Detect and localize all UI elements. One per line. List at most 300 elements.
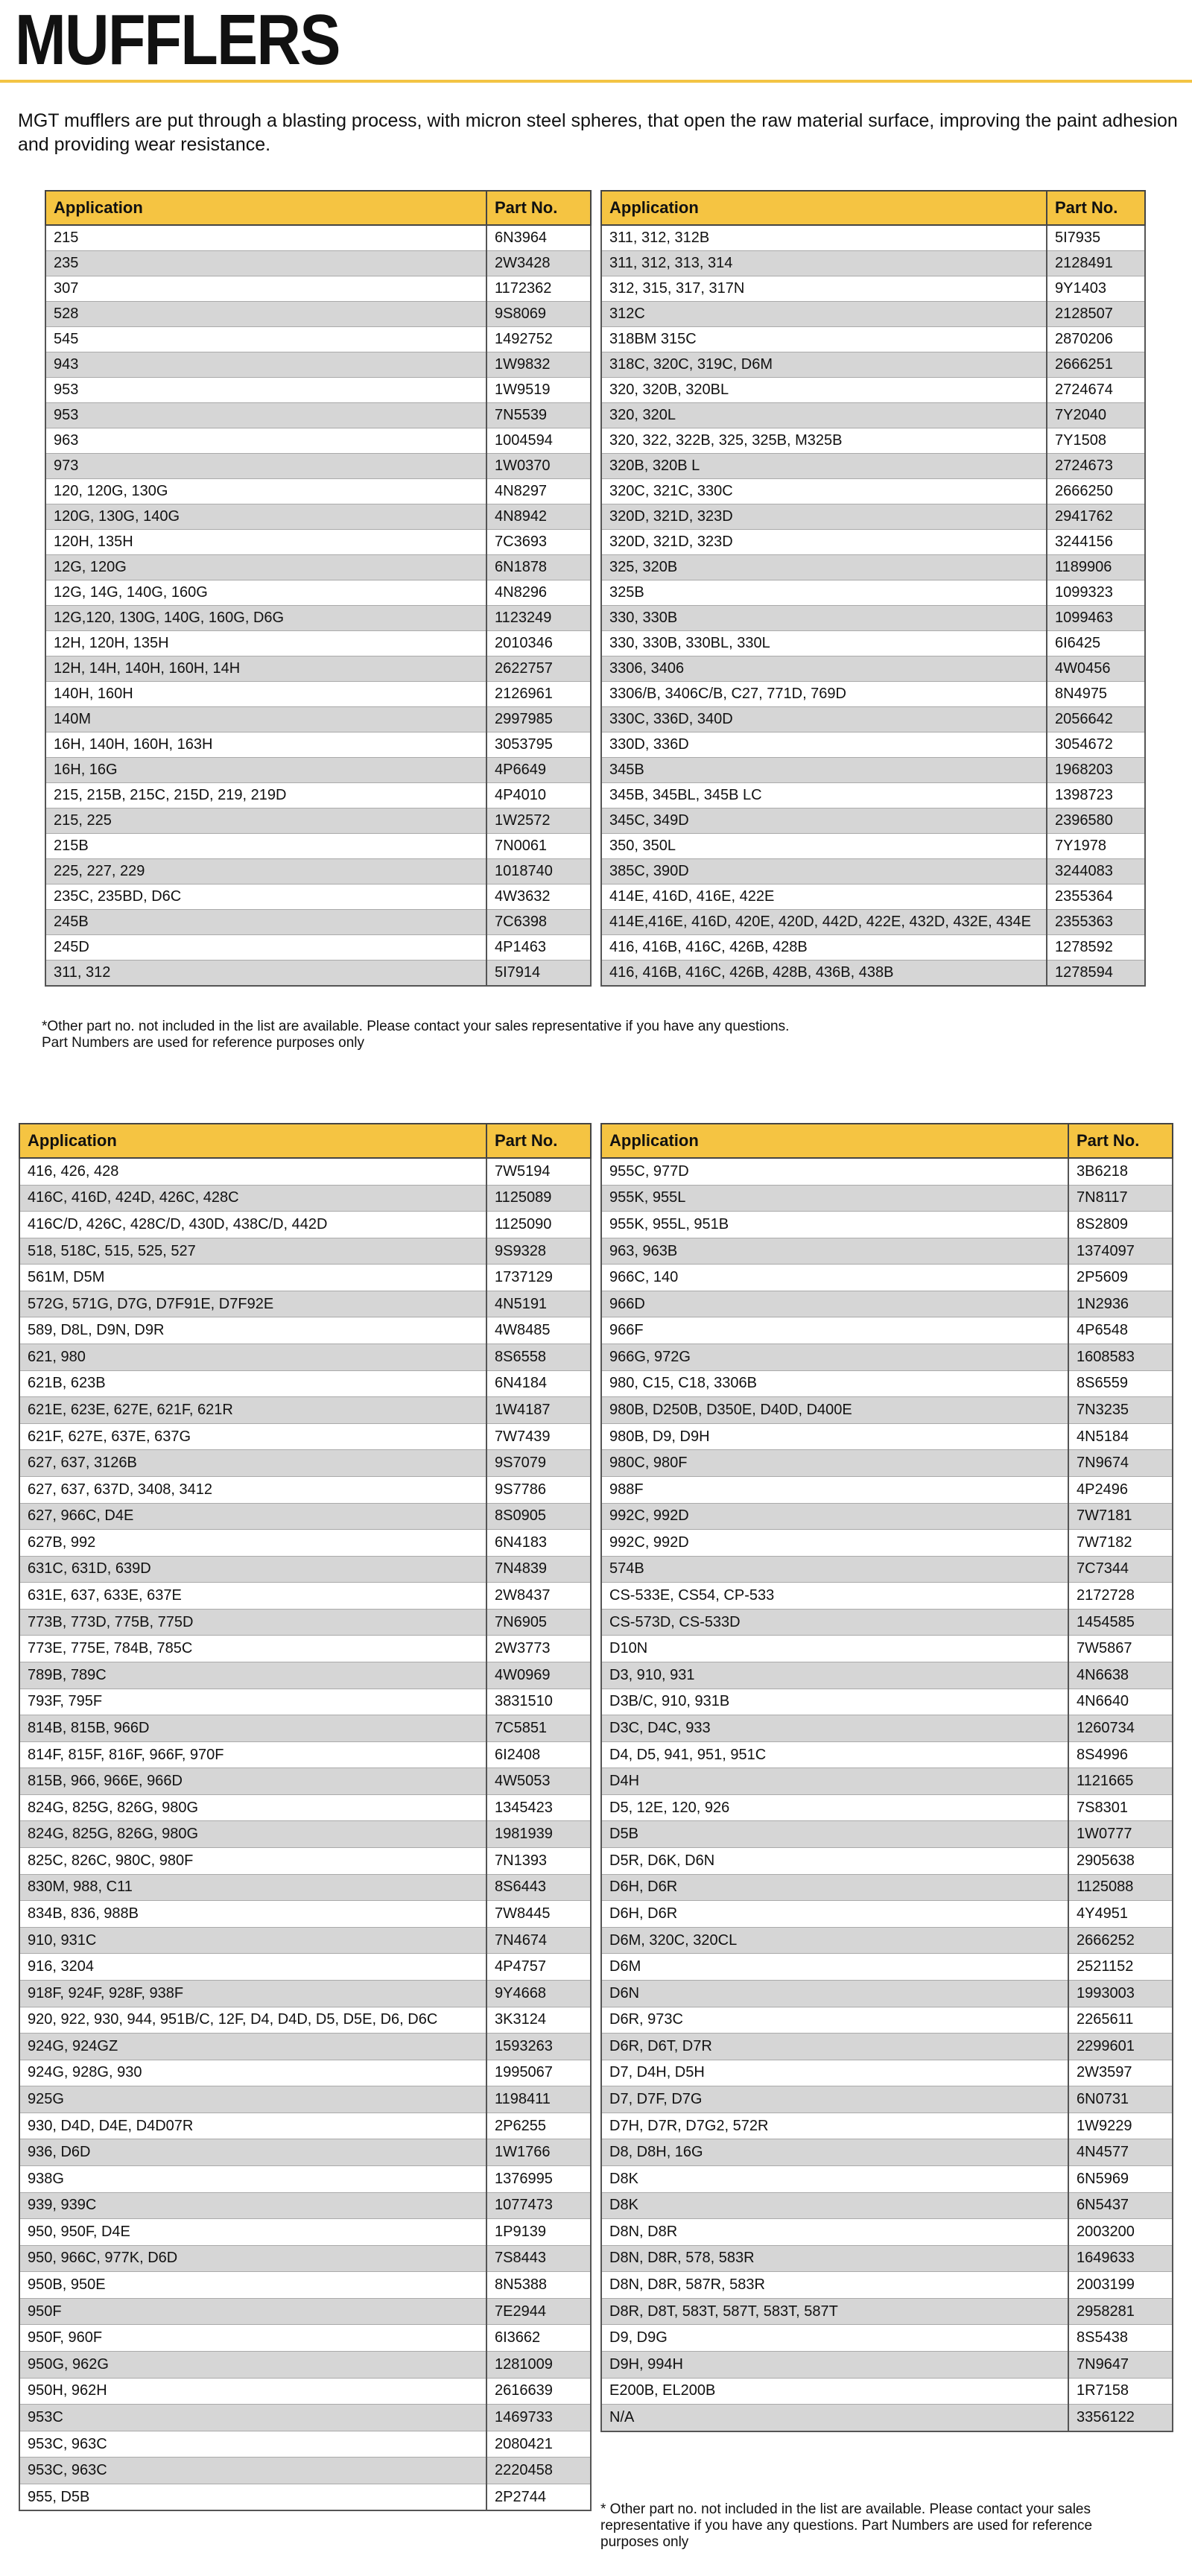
- table-row: [601, 2086, 1173, 2113]
- part-no-cell: 7N4839: [486, 1556, 591, 1583]
- application-cell: 120, 120G, 130G: [45, 479, 486, 504]
- application-cell: 627, 637, 3126B: [19, 1450, 486, 1477]
- part-no-cell: 7C6398: [486, 910, 591, 935]
- table-row: [19, 1397, 591, 1424]
- table-row: [601, 783, 1145, 808]
- table-row: [601, 2060, 1173, 2086]
- part-no-cell: 7W7439: [486, 1423, 591, 1450]
- table-row: [601, 479, 1145, 504]
- application-cell: 215, 225: [45, 808, 486, 834]
- part-no-cell: 4N5184: [1068, 1423, 1173, 1450]
- application-cell: 320D, 321D, 323D: [601, 504, 1047, 530]
- application-cell: 235C, 235BD, D6C: [45, 884, 486, 910]
- application-cell: 311, 312, 312B: [601, 225, 1047, 251]
- part-no-cell: 2666252: [1068, 1927, 1173, 1954]
- part-no-cell: 8N5388: [486, 2272, 591, 2299]
- part-no-cell: 8S2809: [1068, 1212, 1173, 1238]
- application-cell: 572G, 571G, D7G, D7F91E, D7F92E: [19, 1291, 486, 1317]
- part-no-cell: 8N4975: [1047, 682, 1145, 707]
- application-cell: D5R, D6K, D6N: [601, 1848, 1068, 1875]
- table-row: [19, 2405, 591, 2431]
- application-cell: 834B, 836, 988B: [19, 1901, 486, 1928]
- table-row: [45, 935, 591, 961]
- application-cell: 627, 637, 637D, 3408, 3412: [19, 1476, 486, 1503]
- application-cell: 325, 320B: [601, 555, 1047, 580]
- application-cell: 120H, 135H: [45, 530, 486, 555]
- table-row: [601, 225, 1145, 251]
- table-row: [19, 1476, 591, 1503]
- part-no-cell: 4N6638: [1068, 1662, 1173, 1689]
- table-row: [19, 1530, 591, 1557]
- table-row: [19, 2219, 591, 2246]
- application-cell: 950G, 962G: [19, 2352, 486, 2379]
- part-no-cell: 1W1766: [486, 2139, 591, 2166]
- table-row: [601, 758, 1145, 783]
- part-no-cell: 1995067: [486, 2060, 591, 2086]
- table-row: [601, 1185, 1173, 1212]
- table-row: [19, 1874, 591, 1901]
- application-cell: 12H, 14H, 140H, 160H, 14H: [45, 656, 486, 682]
- table-row: [19, 1503, 591, 1530]
- table-row: [601, 1741, 1173, 1768]
- table-row: [601, 2272, 1173, 2299]
- application-cell: 307: [45, 276, 486, 302]
- application-cell: 16H, 140H, 160H, 163H: [45, 732, 486, 758]
- table-row: [601, 403, 1145, 428]
- part-no-cell: 7N6905: [486, 1609, 591, 1636]
- table-row: [19, 1927, 591, 1954]
- application-cell: 950, 966C, 977K, D6D: [19, 2245, 486, 2272]
- part-no-cell: 3244156: [1047, 530, 1145, 555]
- table-row: [45, 327, 591, 352]
- part-no-cell: 1968203: [1047, 758, 1145, 783]
- table-row: [45, 758, 591, 783]
- part-no-cell: 7N8117: [1068, 1185, 1173, 1212]
- application-cell: D6N: [601, 1980, 1068, 2007]
- part-no-cell: 1172362: [486, 276, 591, 302]
- part-no-cell: 1260734: [1068, 1715, 1173, 1742]
- part-no-cell: 4N8296: [486, 580, 591, 606]
- part-no-header: Part No.: [486, 1124, 591, 1158]
- part-no-cell: 4N8297: [486, 479, 591, 504]
- part-no-cell: 2003200: [1068, 2219, 1173, 2246]
- application-cell: 936, D6D: [19, 2139, 486, 2166]
- application-cell: 920, 922, 930, 944, 951B/C, 12F, D4, D4D, D5, D5E, D6, D6C: [19, 2007, 486, 2034]
- application-cell: 992C, 992D: [601, 1503, 1068, 1530]
- table-row: [45, 580, 591, 606]
- application-cell: D7H, D7R, D7G2, 572R: [601, 2113, 1068, 2139]
- table-row: [601, 2165, 1173, 2192]
- part-no-cell: 2870206: [1047, 327, 1145, 352]
- part-no-cell: 7W7182: [1068, 1530, 1173, 1557]
- application-cell: 939, 939C: [19, 2192, 486, 2219]
- application-cell: 416C, 416D, 424D, 426C, 428C: [19, 1185, 486, 1212]
- application-cell: 528: [45, 302, 486, 327]
- part-no-cell: 1004594: [486, 428, 591, 454]
- page-title: MUFFLERS: [15, 0, 340, 80]
- application-cell: D8N, D8R: [601, 2219, 1068, 2246]
- table-row: [19, 1370, 591, 1397]
- part-no-cell: 2W3597: [1068, 2060, 1173, 2086]
- application-cell: CS-533E, CS54, CP-533: [601, 1583, 1068, 1610]
- table-row: [45, 783, 591, 808]
- part-no-cell: 1W0370: [486, 454, 591, 479]
- application-cell: D3, 910, 931: [601, 1662, 1068, 1689]
- table-row: [601, 1212, 1173, 1238]
- application-cell: CS-573D, CS-533D: [601, 1609, 1068, 1636]
- table-row: [601, 631, 1145, 656]
- application-cell: 416, 426, 428: [19, 1158, 486, 1185]
- table-row: [45, 555, 591, 580]
- part-no-cell: 2521152: [1068, 1954, 1173, 1981]
- application-cell: 318BM 315C: [601, 327, 1047, 352]
- table-row: [601, 1291, 1173, 1317]
- part-no-cell: 6N4183: [486, 1530, 591, 1557]
- table-row: [19, 1980, 591, 2007]
- part-no-cell: 2905638: [1068, 1848, 1173, 1875]
- table-row: [601, 1158, 1173, 1185]
- table-row: [45, 656, 591, 682]
- table-row: [19, 2325, 591, 2352]
- part-no-cell: 2W8437: [486, 1583, 591, 1610]
- application-cell: 814F, 815F, 816F, 966F, 970F: [19, 1741, 486, 1768]
- part-no-cell: 2W3773: [486, 1636, 591, 1662]
- application-cell: 12G, 14G, 140G, 160G: [45, 580, 486, 606]
- table-row: [601, 935, 1145, 961]
- table-row: [601, 1556, 1173, 1583]
- part-no-cell: 2P6255: [486, 2113, 591, 2139]
- table-row: [45, 808, 591, 834]
- application-cell: 330C, 336D, 340D: [601, 707, 1047, 732]
- part-no-cell: 1W2572: [486, 808, 591, 834]
- part-no-cell: 1099463: [1047, 606, 1145, 631]
- application-cell: D9H, 994H: [601, 2352, 1068, 2379]
- application-cell: 955C, 977D: [601, 1158, 1068, 1185]
- part-no-cell: 6N0731: [1068, 2086, 1173, 2113]
- parts-table-1: [45, 190, 592, 987]
- footnote-bottom: * Other part no. not included in the list are available. Please contact your sales representative if you have any questions. Part Numbers are used for reference purposes only: [600, 2501, 1093, 2550]
- part-no-cell: 2P2744: [486, 2484, 591, 2510]
- table-row: [45, 302, 591, 327]
- application-cell: 824G, 825G, 826G, 980G: [19, 1821, 486, 1848]
- application-cell: 953C: [19, 2405, 486, 2431]
- part-no-cell: 1469733: [486, 2405, 591, 2431]
- table-row: [601, 1423, 1173, 1450]
- table-row: [601, 378, 1145, 403]
- table-row: [19, 2165, 591, 2192]
- table-row: [601, 884, 1145, 910]
- part-no-cell: 7N9674: [1068, 1450, 1173, 1477]
- part-no-cell: 7N9647: [1068, 2352, 1173, 2379]
- application-cell: D6R, D6T, D7R: [601, 2034, 1068, 2060]
- application-cell: 789B, 789C: [19, 1662, 486, 1689]
- application-cell: 621E, 623E, 627E, 621F, 621R: [19, 1397, 486, 1424]
- table-row: [601, 910, 1145, 935]
- part-no-cell: 2997985: [486, 707, 591, 732]
- part-no-cell: 2P5609: [1068, 1265, 1173, 1291]
- part-no-cell: 2128507: [1047, 302, 1145, 327]
- table-row: [45, 378, 591, 403]
- application-cell: 966D: [601, 1291, 1068, 1317]
- application-cell: 12H, 120H, 135H: [45, 631, 486, 656]
- table-row: [19, 1768, 591, 1795]
- part-no-cell: 4P1463: [486, 935, 591, 961]
- application-cell: 773B, 773D, 775B, 775D: [19, 1609, 486, 1636]
- table-row: [19, 2139, 591, 2166]
- application-cell: D7, D4H, D5H: [601, 2060, 1068, 2086]
- application-cell: 924G, 924GZ: [19, 2034, 486, 2060]
- application-cell: 980, C15, C18, 3306B: [601, 1370, 1068, 1397]
- part-no-cell: 7Y2040: [1047, 403, 1145, 428]
- application-cell: 518, 518C, 515, 525, 527: [19, 1238, 486, 1265]
- part-no-cell: 4W8485: [486, 1317, 591, 1344]
- table-row: [601, 1265, 1173, 1291]
- application-cell: 215: [45, 225, 486, 251]
- table-row: [19, 1901, 591, 1928]
- part-no-cell: 6N4184: [486, 1370, 591, 1397]
- part-no-cell: 8S0905: [486, 1503, 591, 1530]
- part-no-cell: 6N1878: [486, 555, 591, 580]
- table-row: [601, 2219, 1173, 2246]
- application-cell: 815B, 966, 966E, 966D: [19, 1768, 486, 1795]
- part-no-cell: 7C3693: [486, 530, 591, 555]
- application-cell: 416, 416B, 416C, 426B, 428B: [601, 935, 1047, 961]
- application-cell: 12G, 120G: [45, 555, 486, 580]
- part-no-cell: 9Y1403: [1047, 276, 1145, 302]
- part-no-cell: 4N6640: [1068, 1689, 1173, 1715]
- application-cell: D8K: [601, 2192, 1068, 2219]
- part-no-cell: 5I7914: [486, 961, 591, 987]
- part-no-cell: 2172728: [1068, 1583, 1173, 1610]
- part-no-cell: 2666251: [1047, 352, 1145, 378]
- table-row: [19, 2192, 591, 2219]
- table-row: [601, 2139, 1173, 2166]
- part-no-cell: 7N4674: [486, 1927, 591, 1954]
- part-no-cell: 4N8942: [486, 504, 591, 530]
- application-cell: 814B, 815B, 966D: [19, 1715, 486, 1742]
- table-row: [19, 2060, 591, 2086]
- application-cell: 312C: [601, 302, 1047, 327]
- application-cell: D3C, D4C, 933: [601, 1715, 1068, 1742]
- application-cell: 245B: [45, 910, 486, 935]
- part-no-cell: 2724674: [1047, 378, 1145, 403]
- part-no-cell: 4N4577: [1068, 2139, 1173, 2166]
- application-cell: 140M: [45, 707, 486, 732]
- part-no-cell: 1189906: [1047, 555, 1145, 580]
- application-cell: 330, 330B: [601, 606, 1047, 631]
- part-no-header: Part No.: [1068, 1124, 1173, 1158]
- table-row: [19, 1423, 591, 1450]
- application-cell: 953C, 963C: [19, 2431, 486, 2458]
- table-row: [601, 1583, 1173, 1610]
- application-header: Application: [601, 191, 1047, 225]
- table-row: [601, 2378, 1173, 2405]
- application-cell: D3B/C, 910, 931B: [601, 1689, 1068, 1715]
- application-cell: 627, 966C, D4E: [19, 1503, 486, 1530]
- application-cell: 589, D8L, D9N, D9R: [19, 1317, 486, 1344]
- application-cell: 414E, 416D, 416E, 422E: [601, 884, 1047, 910]
- table-row: [601, 1370, 1173, 1397]
- part-no-cell: 1374097: [1068, 1238, 1173, 1265]
- application-cell: 910, 931C: [19, 1927, 486, 1954]
- application-cell: 980B, D9, D9H: [601, 1423, 1068, 1450]
- application-cell: D6M, 320C, 320CL: [601, 1927, 1068, 1954]
- table-row: [601, 2405, 1173, 2431]
- table-row: [19, 1238, 591, 1265]
- part-no-cell: 7Y1508: [1047, 428, 1145, 454]
- part-no-cell: 7E2944: [486, 2298, 591, 2325]
- part-no-cell: 1278592: [1047, 935, 1145, 961]
- table-row: [19, 1450, 591, 1477]
- part-no-cell: 7N3235: [1068, 1397, 1173, 1424]
- table-row: [601, 2352, 1173, 2379]
- application-cell: 311, 312, 313, 314: [601, 251, 1047, 276]
- application-cell: 953: [45, 378, 486, 403]
- table-row: [19, 2086, 591, 2113]
- application-cell: 345B: [601, 758, 1047, 783]
- part-no-cell: 2010346: [486, 631, 591, 656]
- application-cell: 830M, 988, C11: [19, 1874, 486, 1901]
- application-header: Application: [19, 1124, 486, 1158]
- part-no-cell: 4P2496: [1068, 1476, 1173, 1503]
- part-no-cell: 1345423: [486, 1794, 591, 1821]
- application-header: Application: [45, 191, 486, 225]
- table-row: [601, 454, 1145, 479]
- part-no-cell: 1P9139: [486, 2219, 591, 2246]
- application-cell: 950F, 960F: [19, 2325, 486, 2352]
- table-row: [19, 1344, 591, 1371]
- table-row: [601, 327, 1145, 352]
- application-cell: D8, D8H, 16G: [601, 2139, 1068, 2166]
- part-no-cell: 1W9229: [1068, 2113, 1173, 2139]
- application-cell: 621F, 627E, 637E, 637G: [19, 1423, 486, 1450]
- part-no-cell: 1492752: [486, 327, 591, 352]
- table-row: [45, 707, 591, 732]
- table-row: [601, 428, 1145, 454]
- footnote-top-line1: *Other part no. not included in the list are available. Please contact your sales representative if you have any questions.: [42, 1019, 790, 1034]
- part-no-cell: 1W4187: [486, 1397, 591, 1424]
- table-row: [601, 1636, 1173, 1662]
- part-no-cell: 9S9328: [486, 1238, 591, 1265]
- table-row: [45, 961, 591, 987]
- table-row: [601, 352, 1145, 378]
- application-cell: D4H: [601, 1768, 1068, 1795]
- part-no-cell: 7C7344: [1068, 1556, 1173, 1583]
- part-no-cell: 1W9832: [486, 352, 591, 378]
- table-row: [45, 530, 591, 555]
- application-cell: 953: [45, 403, 486, 428]
- part-no-cell: 6N5969: [1068, 2165, 1173, 2192]
- part-no-cell: 2003199: [1068, 2272, 1173, 2299]
- part-no-cell: 6I6425: [1047, 631, 1145, 656]
- part-no-cell: 4W3632: [486, 884, 591, 910]
- table-row: [601, 251, 1145, 276]
- table-row: [601, 1768, 1173, 1795]
- application-cell: 966C, 140: [601, 1265, 1068, 1291]
- table-row: [601, 1450, 1173, 1477]
- part-no-cell: 1198411: [486, 2086, 591, 2113]
- table-row: [601, 2298, 1173, 2325]
- application-cell: D8N, D8R, 578, 583R: [601, 2245, 1068, 2272]
- part-no-cell: 8S5438: [1068, 2325, 1173, 2352]
- application-cell: 793F, 795F: [19, 1689, 486, 1715]
- application-cell: D7, D7F, D7G: [601, 2086, 1068, 2113]
- application-cell: 330D, 336D: [601, 732, 1047, 758]
- part-no-cell: 2126961: [486, 682, 591, 707]
- part-no-header: Part No.: [1047, 191, 1145, 225]
- table-row: [601, 732, 1145, 758]
- application-cell: 918F, 924F, 928F, 938F: [19, 1980, 486, 2007]
- table-row: [45, 428, 591, 454]
- part-no-cell: 6I3662: [486, 2325, 591, 2352]
- part-no-cell: 2622757: [486, 656, 591, 682]
- table-row: [601, 1609, 1173, 1636]
- table-row: [601, 2325, 1173, 2352]
- application-cell: 924G, 928G, 930: [19, 2060, 486, 2086]
- table-row: [601, 580, 1145, 606]
- table-row: [601, 1344, 1173, 1371]
- part-no-cell: 1125088: [1068, 1874, 1173, 1901]
- part-no-cell: 7W5867: [1068, 1636, 1173, 1662]
- part-no-cell: 3356122: [1068, 2405, 1173, 2431]
- application-cell: D5B: [601, 1821, 1068, 1848]
- table-row: [45, 910, 591, 935]
- part-no-cell: 2396580: [1047, 808, 1145, 834]
- table-row: [19, 1954, 591, 1981]
- part-no-cell: 4P4757: [486, 1954, 591, 1981]
- part-no-cell: 1281009: [486, 2352, 591, 2379]
- application-cell: 320, 322, 322B, 325, 325B, M325B: [601, 428, 1047, 454]
- table-row: [19, 1158, 591, 1185]
- application-cell: 320C, 321C, 330C: [601, 479, 1047, 504]
- application-cell: 320D, 321D, 323D: [601, 530, 1047, 555]
- application-cell: 973: [45, 454, 486, 479]
- application-cell: 621, 980: [19, 1344, 486, 1371]
- application-cell: 992C, 992D: [601, 1530, 1068, 1557]
- application-cell: 824G, 825G, 826G, 980G: [19, 1794, 486, 1821]
- table-row: [601, 834, 1145, 859]
- application-cell: D8N, D8R, 587R, 583R: [601, 2272, 1068, 2299]
- table-row: [601, 2245, 1173, 2272]
- table-row: [19, 2245, 591, 2272]
- part-no-cell: 1278594: [1047, 961, 1145, 987]
- part-no-cell: 1N2936: [1068, 1291, 1173, 1317]
- part-no-cell: 1649633: [1068, 2245, 1173, 2272]
- part-no-cell: 9S7786: [486, 1476, 591, 1503]
- application-cell: D4, D5, 941, 951, 951C: [601, 1741, 1068, 1768]
- table-row: [45, 859, 591, 884]
- part-no-cell: 7W7181: [1068, 1503, 1173, 1530]
- table-row: [601, 1476, 1173, 1503]
- part-no-cell: 1398723: [1047, 783, 1145, 808]
- footnote-top: [42, 1019, 936, 1051]
- part-no-cell: 6I2408: [486, 1741, 591, 1768]
- application-cell: 16H, 16G: [45, 758, 486, 783]
- part-no-cell: 8S6443: [486, 1874, 591, 1901]
- application-cell: D6H, D6R: [601, 1874, 1068, 1901]
- part-no-cell: 1737129: [486, 1265, 591, 1291]
- application-cell: D8K: [601, 2165, 1068, 2192]
- table-row: [601, 1848, 1173, 1875]
- application-cell: D10N: [601, 1636, 1068, 1662]
- part-no-cell: 7N1393: [486, 1848, 591, 1875]
- application-cell: 621B, 623B: [19, 1370, 486, 1397]
- part-no-cell: 4N5191: [486, 1291, 591, 1317]
- table-row: [19, 2034, 591, 2060]
- application-cell: 3306, 3406: [601, 656, 1047, 682]
- part-no-cell: 2W3428: [486, 251, 591, 276]
- part-no-cell: 2941762: [1047, 504, 1145, 530]
